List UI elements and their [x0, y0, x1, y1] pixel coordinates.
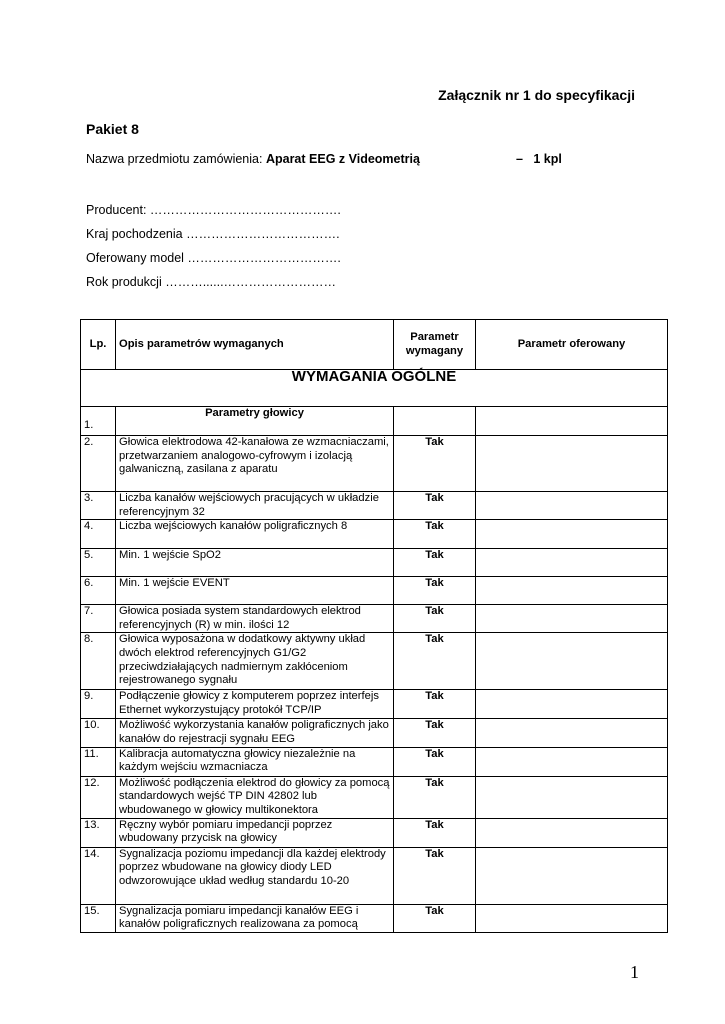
table-header-row	[81, 320, 668, 370]
row-lp: 11.	[81, 747, 116, 776]
annex-title: Załącznik nr 1 do specyfikacji	[438, 87, 635, 103]
row-offered	[476, 747, 668, 776]
section-row	[81, 370, 668, 407]
header-offered: Parametr oferowany	[476, 320, 668, 370]
required-cell	[394, 407, 476, 436]
row-description: Ręczny wybór pomiaru impedancji poprzez wbudowany przycisk na głowicy	[116, 818, 394, 847]
model-field: Oferowany model ……………………………….	[86, 251, 341, 265]
row-required: Tak	[394, 690, 476, 719]
row-required: Tak	[394, 847, 476, 904]
table-row	[81, 520, 668, 549]
year-field: Rok produkcji ………......………………………	[86, 275, 337, 289]
row-description: Głowica elektrodowa 42-kanałowa ze wzmacniaczami, przetwarzaniem analogowo-cyfrowym i izolacją galwaniczną, zasilana z aparatu	[116, 436, 394, 492]
subject-label: Nazwa przedmiotu zamówienia:	[86, 152, 263, 166]
subsection-row	[81, 407, 668, 436]
row-offered	[476, 633, 668, 690]
row-description: Sygnalizacja poziomu impedancji dla każdej elektrody poprzez wbudowane na głowicy diody LED odwzorowujące układ według standardu 10-20	[116, 847, 394, 904]
row-description: Min. 1 wejście EVENT	[116, 577, 394, 605]
row-offered	[476, 605, 668, 633]
row-lp: 4.	[81, 520, 116, 549]
table-row	[81, 847, 668, 904]
subject-name: Aparat EEG z Videometrią	[265, 152, 420, 166]
row-description: Możliwość wykorzystania kanałów poligraficznych jako kanałów do rejestracji sygnału EEG	[116, 719, 394, 747]
table-row	[81, 492, 668, 520]
row-required: Tak	[394, 549, 476, 577]
row-offered	[476, 818, 668, 847]
row-lp: 2.	[81, 436, 116, 492]
row-required: Tak	[394, 577, 476, 605]
package-title: Pakiet 8	[86, 121, 139, 137]
row-lp: 7.	[81, 605, 116, 633]
row-offered	[476, 492, 668, 520]
page-number: 1	[630, 962, 639, 982]
row-offered	[476, 690, 668, 719]
row-required: Tak	[394, 776, 476, 818]
row-offered	[476, 436, 668, 492]
row-lp: 1.	[81, 407, 116, 436]
table-row	[81, 577, 668, 605]
row-required: Tak	[394, 719, 476, 747]
spec-table	[80, 319, 668, 933]
table-row	[81, 719, 668, 747]
row-lp: 3.	[81, 492, 116, 520]
row-lp: 8.	[81, 633, 116, 690]
subject-quantity: – 1 kpl	[516, 152, 562, 166]
table-row	[81, 690, 668, 719]
subject-line	[86, 152, 646, 166]
table-row	[81, 904, 668, 932]
row-offered	[476, 549, 668, 577]
producer-field: Producent: ……………………………………….	[86, 203, 341, 217]
subsection-title: Parametry głowicy	[116, 407, 394, 436]
row-description: Głowica posiada system standardowych elektrod referencyjnych (R) w min. ilości 12	[116, 605, 394, 633]
row-offered	[476, 719, 668, 747]
table-row	[81, 605, 668, 633]
row-offered	[476, 776, 668, 818]
row-required: Tak	[394, 520, 476, 549]
row-offered	[476, 904, 668, 932]
row-required: Tak	[394, 818, 476, 847]
table-row	[81, 436, 668, 492]
row-description: Liczba wejściowych kanałów poligraficznych 8	[116, 520, 394, 549]
row-required: Tak	[394, 633, 476, 690]
row-lp: 15.	[81, 904, 116, 932]
table-row	[81, 549, 668, 577]
table-row	[81, 818, 668, 847]
row-lp: 5.	[81, 549, 116, 577]
header-lp: Lp.	[81, 320, 116, 370]
header-required: Parametr wymagany	[394, 320, 476, 370]
section-title: WYMAGANIA OGÓLNE	[81, 370, 668, 407]
row-description: Możliwość podłączenia elektrod do głowicy za pomocą standardowych wejść TP DIN 42802 lub wbudowanego w głowicy multikonektora	[116, 776, 394, 818]
row-offered	[476, 520, 668, 549]
row-offered	[476, 847, 668, 904]
row-description: Kalibracja automatyczna głowicy niezależnie na każdym wejściu wzmacniacza	[116, 747, 394, 776]
offered-cell	[476, 407, 668, 436]
row-description: Sygnalizacja pomiaru impedancji kanałów EEG i kanałów poligraficznych realizowana za pomocą	[116, 904, 394, 932]
row-required: Tak	[394, 904, 476, 932]
country-field: Kraj pochodzenia ……………………………….	[86, 227, 340, 241]
row-lp: 10.	[81, 719, 116, 747]
row-required: Tak	[394, 436, 476, 492]
row-lp: 9.	[81, 690, 116, 719]
row-offered	[476, 577, 668, 605]
row-lp: 13.	[81, 818, 116, 847]
row-required: Tak	[394, 605, 476, 633]
table-row	[81, 747, 668, 776]
row-required: Tak	[394, 492, 476, 520]
table-row	[81, 633, 668, 690]
row-description: Głowica wyposażona w dodatkowy aktywny układ dwóch elektrod referencyjnych G1/G2 przeciwdziałających nadmiernym zakłóceniom rejestrowanego sygnału	[116, 633, 394, 690]
table-row	[81, 776, 668, 818]
header-description: Opis parametrów wymaganych	[116, 320, 394, 370]
row-description: Podłączenie głowicy z komputerem poprzez interfejs Ethernet wykorzystujący protokół TCP/IP	[116, 690, 394, 719]
row-lp: 6.	[81, 577, 116, 605]
row-required: Tak	[394, 747, 476, 776]
row-description: Liczba kanałów wejściowych pracujących w układzie referencyjnym 32	[116, 492, 394, 520]
row-lp: 14.	[81, 847, 116, 904]
fields-block	[86, 198, 341, 294]
row-description: Min. 1 wejście SpO2	[116, 549, 394, 577]
row-lp: 12.	[81, 776, 116, 818]
